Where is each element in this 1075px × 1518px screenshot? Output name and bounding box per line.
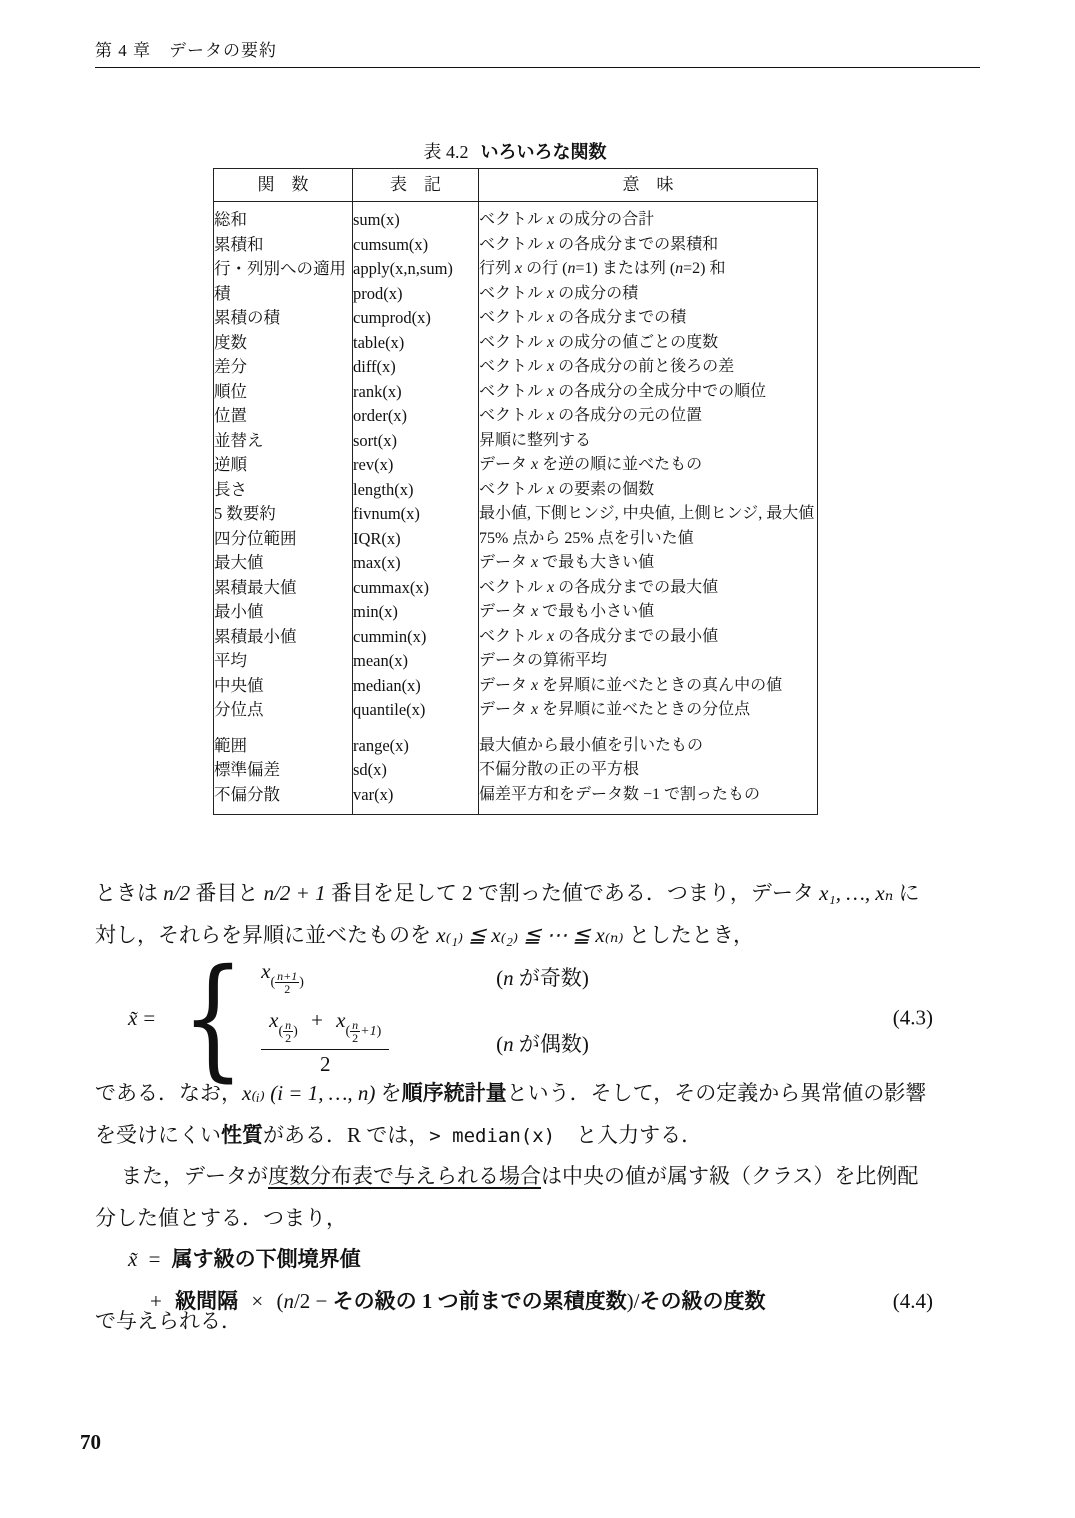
paren: ( <box>496 966 504 991</box>
math-var: n <box>503 966 514 991</box>
math-lhs: x̃ <box>128 1247 138 1271</box>
cell-notation: sort(x) <box>353 429 479 454</box>
paren: ( <box>276 1289 284 1313</box>
fraction-denominator: 2 <box>285 1031 292 1046</box>
math-inline: x₁, …, xₙ <box>819 881 894 905</box>
math-lhs: x̃ <box>128 1005 138 1030</box>
paren: ) <box>376 1024 382 1040</box>
text: また，データが <box>121 1164 268 1188</box>
table-row <box>214 478 818 503</box>
math-var: x <box>261 959 271 983</box>
cell-notation: mean(x) <box>353 649 479 674</box>
condition-text: が奇数) <box>513 966 589 991</box>
plus-sign: + <box>150 1289 162 1313</box>
cell-notation: cummax(x) <box>353 576 479 601</box>
table-caption-number: 表 4.2 <box>423 142 469 162</box>
cell-function-name: 5 数要約 <box>214 502 353 527</box>
text: で与えられる． <box>95 1309 242 1333</box>
fraction-denominator: 2 <box>352 1031 359 1046</box>
table-row <box>214 649 818 674</box>
cell-meaning: 最小値, 下側ヒンジ, 中央値, 上側ヒンジ, 最大値 <box>479 505 815 522</box>
cell-notation: length(x) <box>353 478 479 503</box>
text: 番目を足して 2 で割った値である．つまり，データ <box>325 881 820 905</box>
cell-function-name: 範囲 <box>214 723 353 759</box>
fraction-numerator: n <box>352 1017 359 1032</box>
cell-notation: table(x) <box>353 331 479 356</box>
plus-sign: + <box>311 1008 323 1033</box>
fraction-denominator: 2 <box>284 982 291 997</box>
equals-sign: = <box>148 1247 161 1271</box>
cell-meaning: ベクトル x の各成分の前と後ろの差 <box>479 358 735 375</box>
cell-function-name: 最小値 <box>214 600 353 625</box>
table-row <box>214 429 818 454</box>
cell-notation: min(x) <box>353 600 479 625</box>
cell-meaning: データ x で最も大きい値 <box>479 554 655 571</box>
cell-notation: order(x) <box>353 404 479 429</box>
cell-meaning: 偏差平方和をデータ数 −1 で割ったもの <box>479 785 761 803</box>
text: と入力する． <box>555 1123 703 1147</box>
table-header-row <box>214 169 818 202</box>
table-row <box>214 404 818 429</box>
functions-table <box>213 168 818 815</box>
text: という．そして，その定義から異常値の影響を受けにくい <box>95 1081 927 1147</box>
cell-function-name: 逆順 <box>214 453 353 478</box>
keyword-property: 性質 <box>221 1123 263 1147</box>
cell-function-name: 分位点 <box>214 698 353 723</box>
paren: ( <box>270 975 276 990</box>
equation-number: (4.4) <box>892 1289 933 1313</box>
cell-notation: var(x) <box>353 783 479 815</box>
text: 番目と <box>190 881 264 905</box>
column-header-function: 関 数 <box>214 169 353 202</box>
table-row <box>214 502 818 527</box>
cases-brace: { <box>181 941 245 1095</box>
table-row <box>214 202 818 233</box>
table-row <box>214 698 818 723</box>
cell-meaning: ベクトル x の各成分の元の位置 <box>479 407 703 424</box>
running-head: 第 4 章 データの要約 <box>95 36 980 68</box>
equation-number: (4.3) <box>892 1005 933 1030</box>
table-caption-title: いろいろな関数 <box>480 142 607 162</box>
condition-text: が偶数) <box>513 1031 589 1056</box>
table-row <box>214 758 818 783</box>
text: に対し，それらを昇順に並べたものを <box>95 881 920 947</box>
table-row <box>214 783 818 815</box>
cell-notation: max(x) <box>353 551 479 576</box>
paren: )/ <box>626 1289 640 1313</box>
keyword-order-statistic: 順序統計量 <box>401 1081 507 1105</box>
math-var: n <box>503 1031 514 1056</box>
cell-notation: rank(x) <box>353 380 479 405</box>
underlined-text: 度数分布表で与えられる場合 <box>268 1164 541 1188</box>
cell-function-name: 差分 <box>214 355 353 380</box>
cell-function-name: 中央値 <box>214 674 353 699</box>
table-row <box>214 625 818 650</box>
cell-function-name: 累積和 <box>214 233 353 258</box>
math-var: x <box>269 1008 279 1033</box>
table-row <box>214 723 818 759</box>
equation-line-1 <box>128 1238 935 1280</box>
math-inline: x₍₁₎ ≦ x₍₂₎ ≦ ⋯ ≦ x₍ₙ₎ <box>436 923 624 947</box>
math-inline: x₍ᵢ₎ (i = 1, …, n) <box>242 1081 376 1105</box>
cell-meaning: ベクトル x の各成分までの積 <box>479 309 687 326</box>
text: を <box>375 1081 402 1105</box>
equals-sign: = <box>143 1005 156 1030</box>
cell-notation: rev(x) <box>353 453 479 478</box>
cell-meaning: ベクトル x の成分の合計 <box>479 211 655 228</box>
case-odd <box>261 959 589 996</box>
math-text: /2 − <box>293 1289 328 1313</box>
table-row <box>214 257 818 282</box>
math-var: x <box>336 1008 346 1033</box>
cell-notation: fivnum(x) <box>353 502 479 527</box>
cell-function-name: 四分位範囲 <box>214 527 353 552</box>
cell-function-name: 累積の積 <box>214 306 353 331</box>
cell-function-name: 不偏分散 <box>214 783 353 815</box>
cell-meaning: 75% 点から 25% 点を引いた値 <box>479 529 694 547</box>
table-row <box>214 600 818 625</box>
table-row <box>214 551 818 576</box>
cell-meaning: ベクトル x の各成分までの累積和 <box>479 235 719 253</box>
math-inline: n/2 <box>163 881 191 905</box>
text: である．なお， <box>95 1081 242 1105</box>
cell-function-name: 行・列別への適用 <box>214 257 353 282</box>
cell-notation: median(x) <box>353 674 479 699</box>
term-class-frequency: その級の度数 <box>639 1289 766 1313</box>
fraction-denominator: 2 <box>319 1052 331 1076</box>
cell-function-name: 累積最大値 <box>214 576 353 601</box>
cell-notation: sum(x) <box>353 202 479 233</box>
cell-function-name: 並替え <box>214 429 353 454</box>
cell-meaning: 行列 x の行 (n=1) または列 (n=2) 和 <box>479 260 726 277</box>
times-sign: × <box>251 1289 264 1313</box>
table-row <box>214 355 818 380</box>
cell-function-name: 順位 <box>214 380 353 405</box>
table-row <box>214 282 818 307</box>
fraction-numerator: n <box>285 1017 292 1032</box>
column-header-meaning: 意 味 <box>479 169 818 202</box>
paragraph-closing <box>95 1300 935 1342</box>
term-lower-boundary: 属す級の下側境界値 <box>171 1247 361 1271</box>
table-row <box>214 576 818 601</box>
cell-meaning: ベクトル x の成分の積 <box>479 284 639 302</box>
cell-function-name: 総和 <box>214 202 353 233</box>
cell-meaning: ベクトル x の各成分の全成分中での順位 <box>479 382 767 400</box>
cell-meaning: ベクトル x の各成分までの最小値 <box>479 627 719 645</box>
cell-notation: apply(x,n,sum) <box>353 257 479 282</box>
column-header-notation: 表 記 <box>353 169 479 202</box>
cell-function-name: 標準偏差 <box>214 758 353 783</box>
text: ときは <box>95 881 164 905</box>
cell-notation: quantile(x) <box>353 698 479 723</box>
paren: ( <box>278 1024 284 1040</box>
cell-notation: range(x) <box>353 723 479 759</box>
cell-meaning: 不偏分散の正の平方根 <box>479 761 640 778</box>
paren: ( <box>345 1024 351 1040</box>
text: は中央の値が属す級（クラス）を比例配分した値とする．つまり， <box>95 1164 919 1230</box>
math-var: n <box>283 1289 294 1313</box>
fraction-numerator: n+1 <box>277 968 298 983</box>
cell-function-name: 累積最小値 <box>214 625 353 650</box>
table-row <box>214 380 818 405</box>
table-row <box>214 674 818 699</box>
cell-notation: cumprod(x) <box>353 306 479 331</box>
cell-notation: cummin(x) <box>353 625 479 650</box>
page-number: 70 <box>80 1430 101 1454</box>
table-row <box>214 306 818 331</box>
cell-meaning: データの算術平均 <box>479 652 608 669</box>
cell-function-name: 最大値 <box>214 551 353 576</box>
table-row <box>214 453 818 478</box>
cell-meaning: 昇順に整列する <box>479 431 592 449</box>
table-row <box>214 527 818 552</box>
cell-function-name: 平均 <box>214 649 353 674</box>
paragraph-frequency-table-case <box>95 1155 935 1239</box>
paragraph-order-statistics <box>95 1072 935 1157</box>
text: がある．R では， <box>263 1123 430 1147</box>
cell-meaning: データ x を逆の順に並べたもの <box>479 456 703 473</box>
cell-notation: IQR(x) <box>353 527 479 552</box>
cell-meaning: ベクトル x の各成分までの最大値 <box>479 578 719 596</box>
table-row <box>214 233 818 258</box>
cell-notation: prod(x) <box>353 282 479 307</box>
r-command-median: > median(x) <box>429 1125 556 1147</box>
cell-meaning: データ x を昇順に並べたときの分位点 <box>479 701 751 718</box>
cell-meaning: ベクトル x の成分の値ごとの度数 <box>479 333 719 351</box>
cell-meaning: データ x を昇順に並べたときの真ん中の値 <box>479 676 783 694</box>
cell-notation: diff(x) <box>353 355 479 380</box>
math-inline: n/2 + 1 <box>263 881 326 905</box>
term-class-interval: 級間隔 <box>175 1289 239 1313</box>
term-cumulative-frequency: その級の 1 つ前までの累積度数 <box>327 1289 627 1313</box>
text: としたとき， <box>623 923 754 947</box>
table-caption <box>213 138 817 164</box>
cell-meaning: ベクトル x の要素の個数 <box>479 480 655 498</box>
cell-meaning: データ x で最も小さい値 <box>479 603 655 620</box>
cell-function-name: 位置 <box>214 404 353 429</box>
table-row <box>214 331 818 356</box>
cell-function-name: 積 <box>214 282 353 307</box>
paren: ( <box>496 1031 504 1056</box>
paren: ) <box>293 1024 298 1040</box>
math-text: +1 <box>360 1024 377 1040</box>
cell-notation: sd(x) <box>353 758 479 783</box>
cell-meaning: 最大値から最小値を引いたもの <box>479 736 704 754</box>
cell-notation: cumsum(x) <box>353 233 479 258</box>
paren: ) <box>299 975 304 990</box>
case-even <box>261 1008 589 1077</box>
cell-function-name: 長さ <box>214 478 353 503</box>
cell-function-name: 度数 <box>214 331 353 356</box>
